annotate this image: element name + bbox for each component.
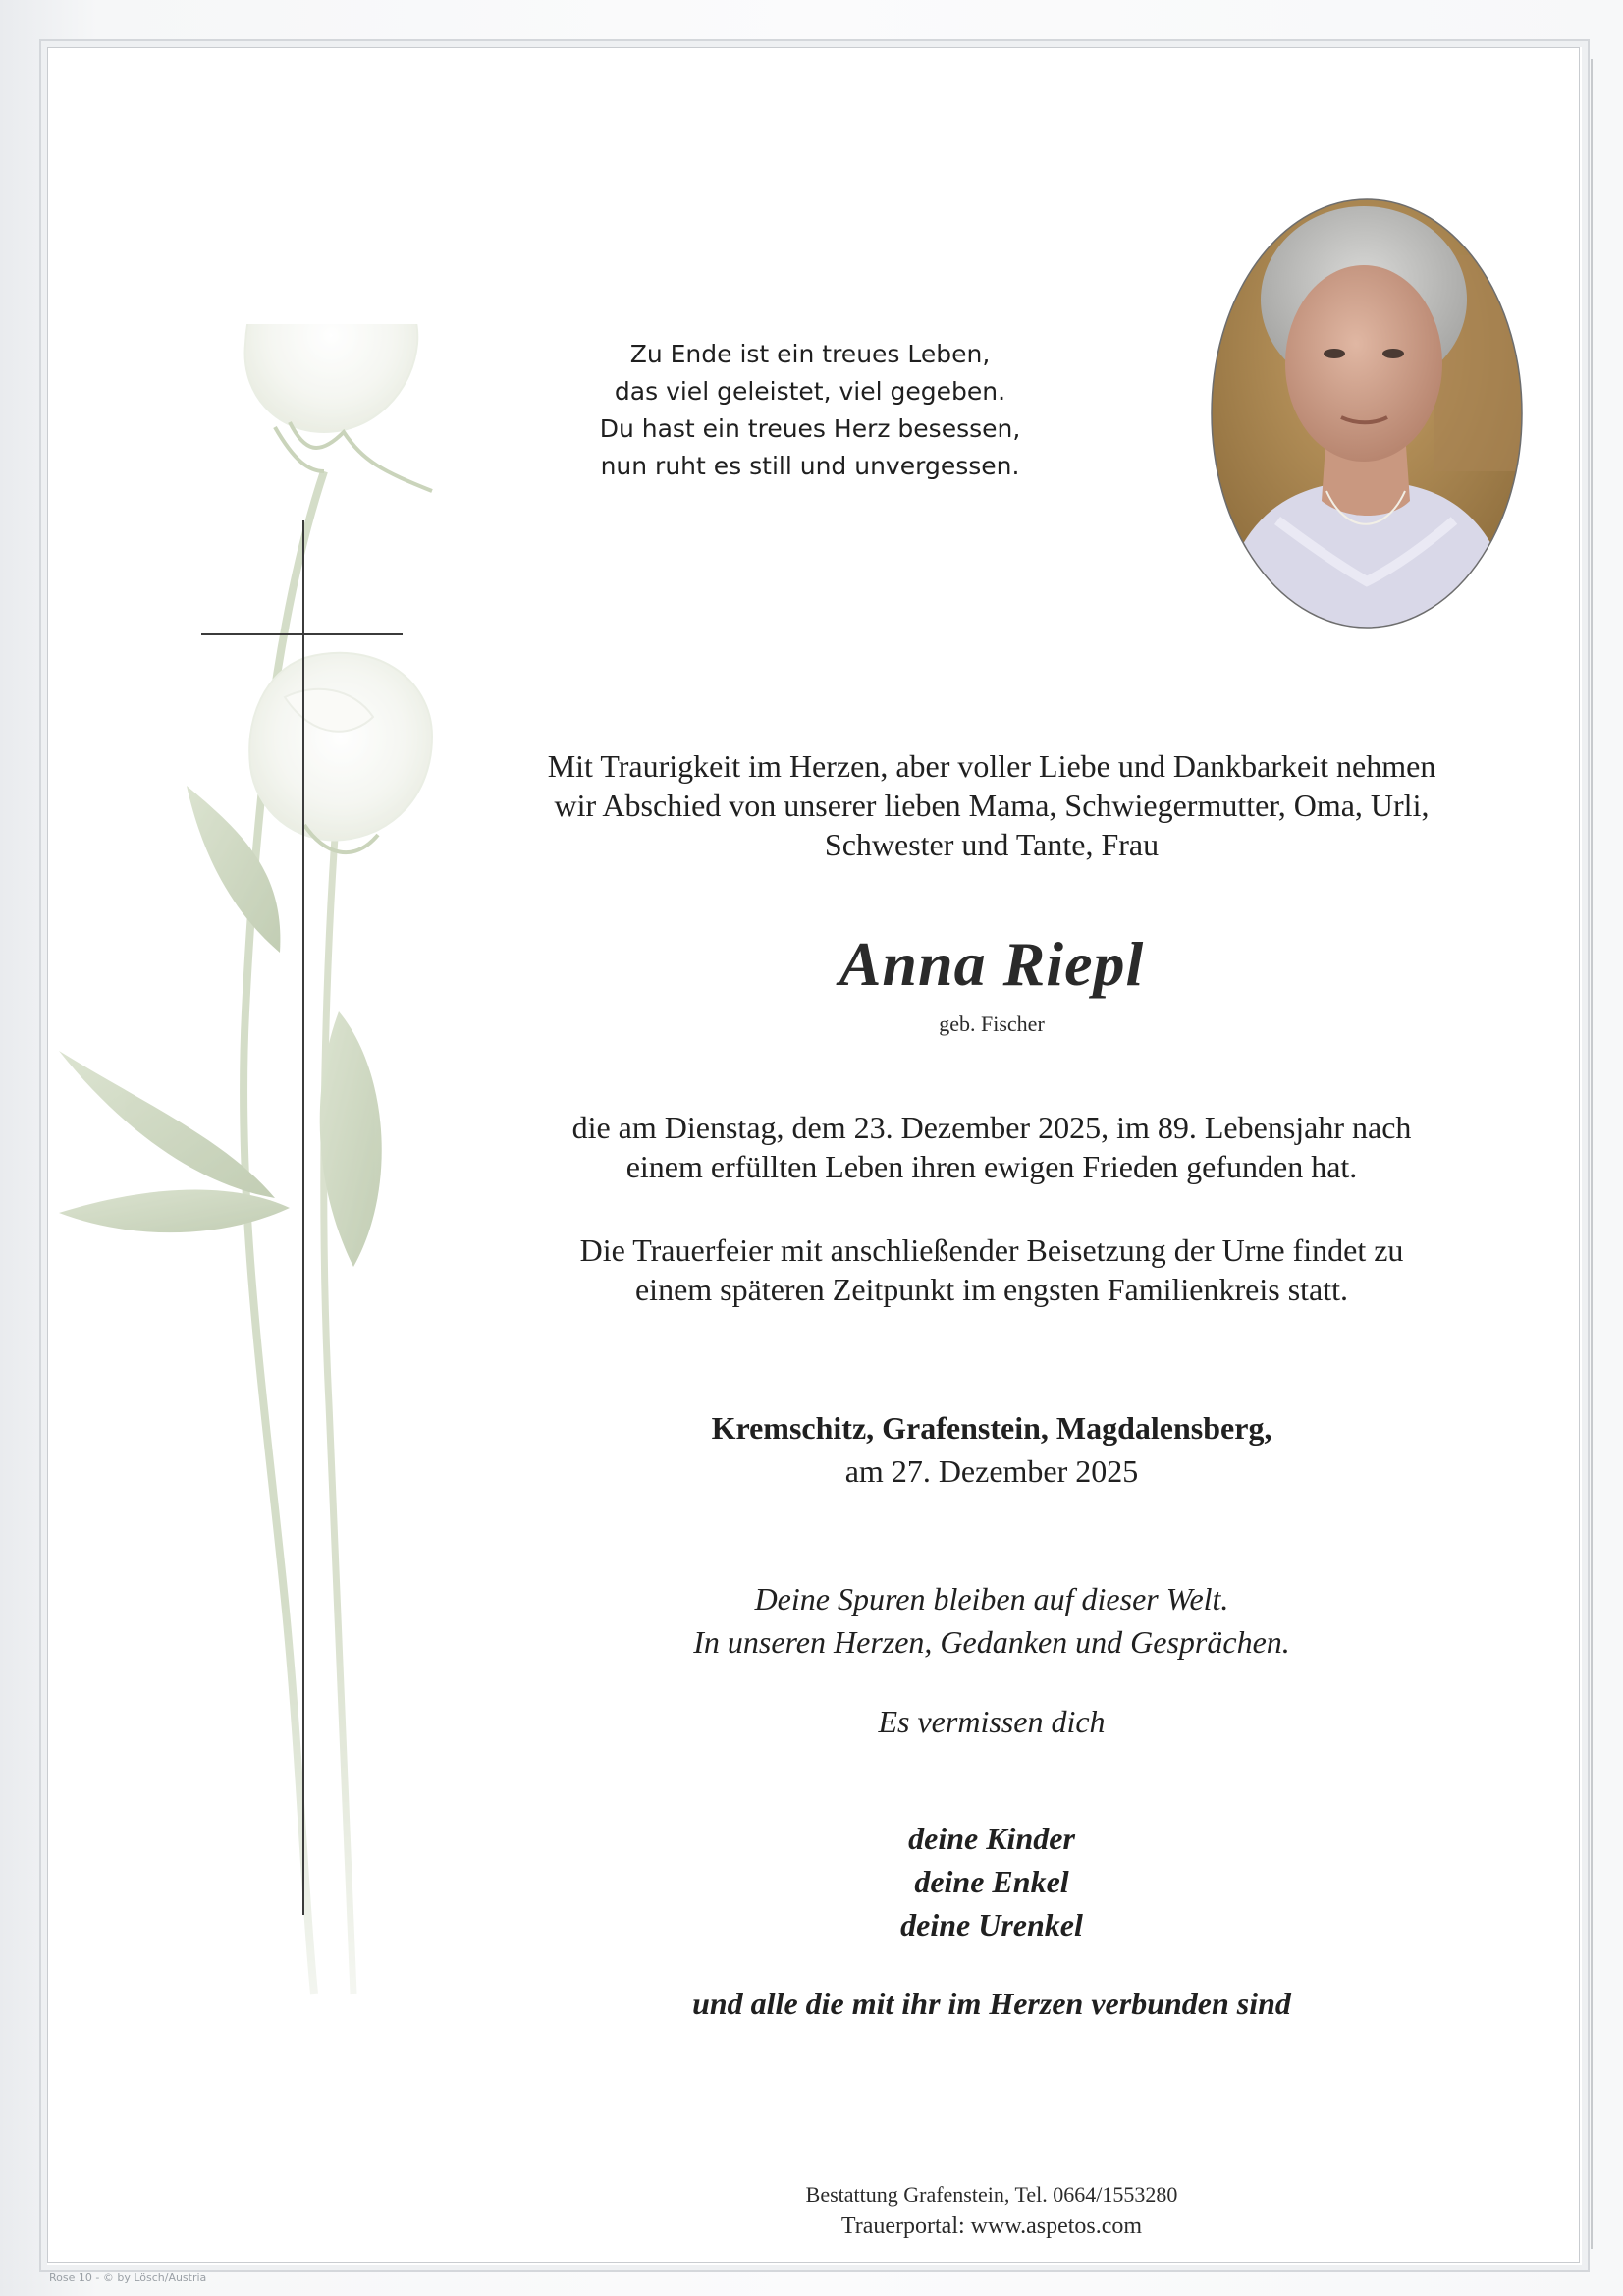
places: Kremschitz, Grafenstein, Magdalensberg, (711, 1410, 1272, 1446)
poem-line: das viel geleistet, viel gegeben. (614, 377, 1006, 406)
family-list (412, 1817, 1571, 1946)
ceremony-line: einem späteren Zeitpunkt im engsten Familienkreis statt. (634, 1272, 1349, 1307)
intro-line: Mit Traurigkeit im Herzen, aber voller Liebe und Dankbarkeit nehmen (547, 748, 1436, 784)
deceased-name: Anna Riepl (839, 929, 1145, 999)
cross-vertical-bar (302, 520, 304, 1915)
edge-line (1591, 59, 1593, 2249)
intro-line: Schwester und Tante, Frau (824, 827, 1160, 862)
all-connected-line: und alle die mit ihr im Herzen verbunden sind (692, 1986, 1291, 2021)
poem (545, 336, 1075, 485)
white-rose-icon (59, 324, 491, 2062)
portal-link[interactable]: Trauerportal: www.aspetos.com (840, 2214, 1143, 2239)
image-credit: Rose 10 - © by Lösch/Austria (49, 2271, 207, 2284)
verse (412, 1577, 1571, 1664)
ceremony-text (412, 1230, 1571, 1309)
ceremony-line: Die Trauerfeier mit anschließender Beisetzung der Urne findet zu (579, 1232, 1404, 1268)
verse-line: Deine Spuren bleiben auf dieser Welt. (754, 1581, 1229, 1616)
leaf-shape (187, 786, 280, 953)
maiden-name: geb. Fischer (939, 1011, 1045, 1036)
poem-line: Zu Ende ist ein treues Leben, (629, 340, 991, 368)
leaf-shape (59, 1189, 290, 1232)
rose-bud (245, 324, 418, 432)
intro-text (412, 746, 1571, 864)
rose-bloom (249, 653, 432, 841)
family-member: deine Kinder (908, 1821, 1075, 1856)
intro-line: wir Abschied von unserer lieben Mama, Schwiegermutter, Oma, Urli, (554, 788, 1430, 823)
verse-line: In unseren Herzen, Gedanken und Gesprächen. (693, 1624, 1290, 1660)
passing-line: einem erfüllten Leben ihren ewigen Frieden gefunden hat. (625, 1149, 1358, 1184)
passing-text (412, 1108, 1571, 1186)
family-member: deine Enkel (914, 1864, 1069, 1899)
family-member: deine Urenkel (900, 1907, 1083, 1942)
leaf-shape (320, 1011, 382, 1267)
undertaker-contact: Bestattung Grafenstein, Tel. 0664/1553280 (805, 2182, 1178, 2207)
poem-line: nun ruht es still und unvergessen. (600, 452, 1020, 480)
missed-by-line: Es vermissen dich (878, 1704, 1106, 1739)
cross-horizontal-bar (201, 633, 403, 635)
announcement-date: am 27. Dezember 2025 (844, 1453, 1139, 1489)
portrait-photo-icon (1209, 196, 1525, 630)
passing-line: die am Dienstag, dem 23. Dezember 2025, im 89. Lebensjahr nach (571, 1110, 1412, 1145)
poem-line: Du hast ein treues Herz besessen, (599, 414, 1021, 443)
